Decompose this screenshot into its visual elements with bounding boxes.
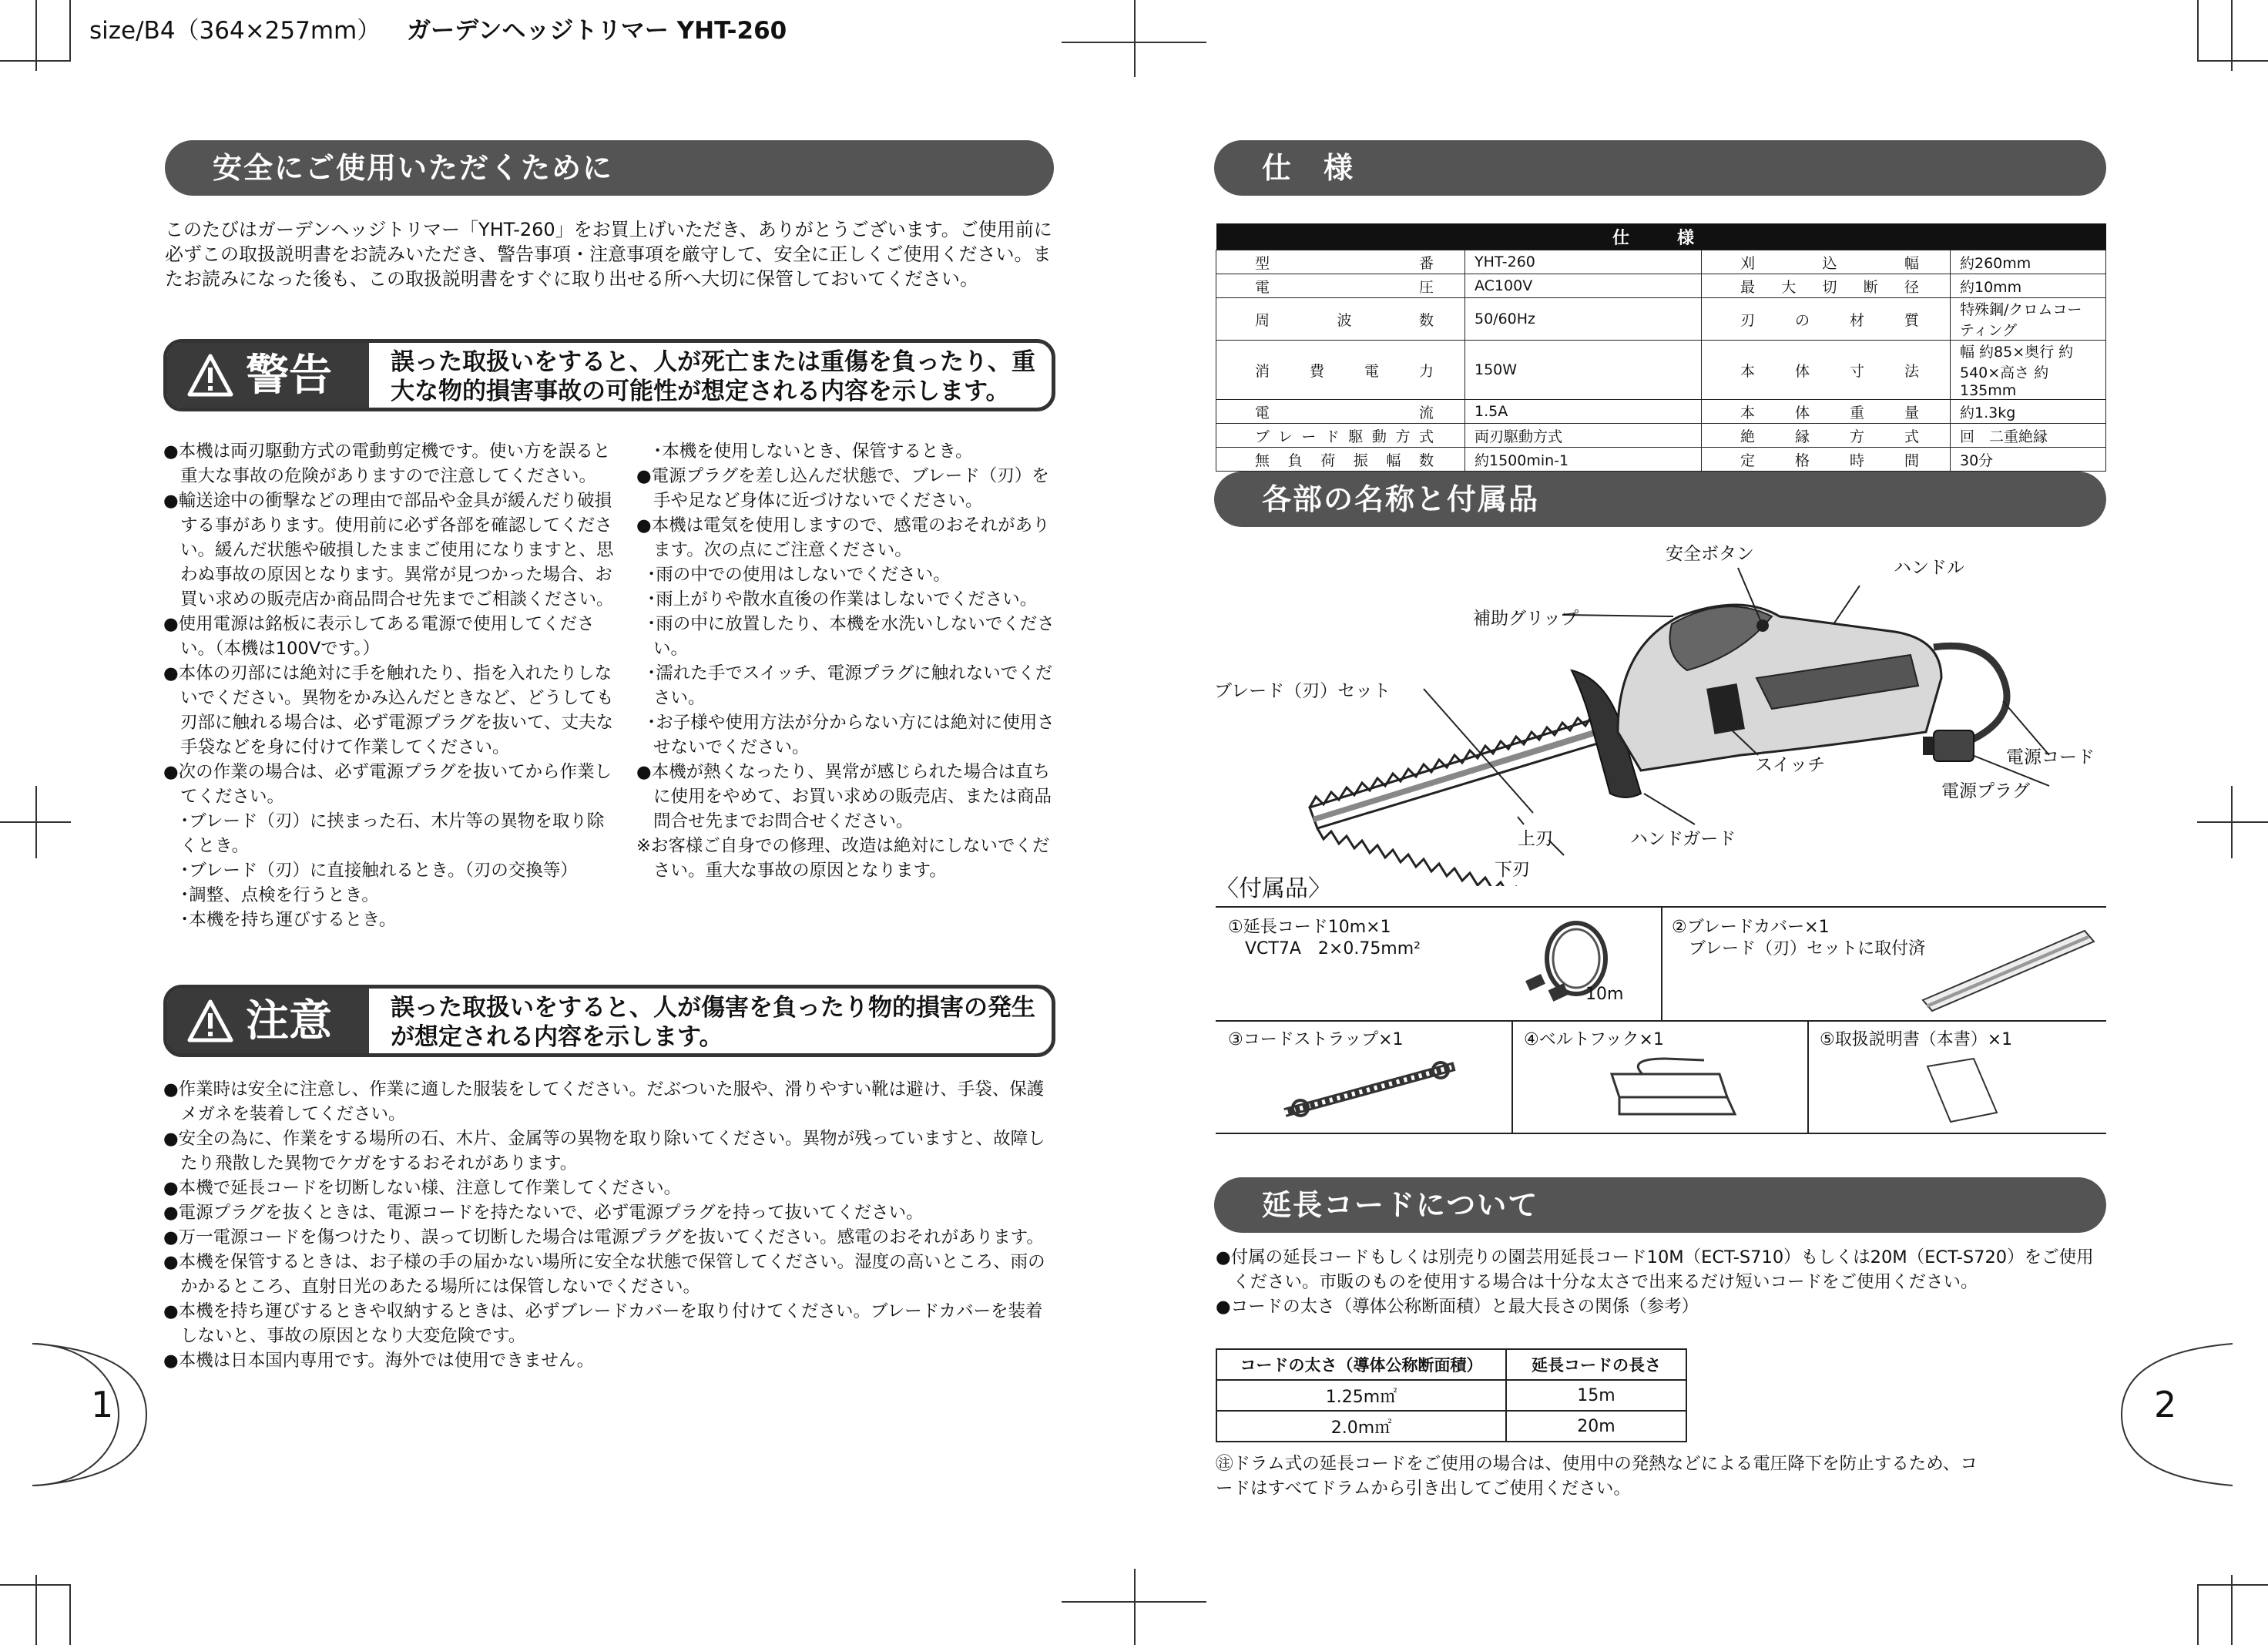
crop-mark: [1134, 1569, 1136, 1645]
list-item: ●本機は電気を使用しますので、感電のおそれがあります。次の点にご注意ください。: [636, 515, 1050, 560]
label-blade-set: ブレード（刃）セット: [1214, 681, 1391, 701]
print-header: [89, 11, 787, 45]
accessory-2-label: ②ブレードカバー×1: [1672, 918, 1830, 937]
table-row: [1216, 448, 2106, 472]
table-row: [1216, 341, 2106, 400]
label-handle: ハンドル: [1894, 558, 1964, 578]
list-item: ●本機は両刃駆動方式の電動剪定機です。使い方を誤ると重大な事故の危険がありますので注意してください。: [163, 441, 611, 486]
warning-label-block: [167, 343, 369, 408]
list-item: ●本機で延長コードを切断しない様、注意して作業してください。: [163, 1178, 682, 1198]
label-switch: スイッチ: [1755, 755, 1826, 775]
blade-set-icon: [1310, 713, 1610, 886]
label-lower-blade: 下刃: [1495, 860, 1530, 880]
caution-list: [163, 1077, 1057, 1373]
list-item: ●輸送途中の衝撃などの理由で部品や金具が緩んだり破損する事があります。使用前に必ず各部を確認してください。緩んだ状態や破損したままご使用になりますと、思わぬ事故の原因となります。異常が見つかった場合、お買い求めの販売店か商品問合せ先までご相談ください。: [163, 491, 614, 609]
table-row: [1216, 298, 2106, 341]
accessory-5-label: ⑤取扱説明書（本書）×1: [1820, 1030, 2013, 1049]
spec-label: 刃の材質: [1702, 298, 1951, 341]
spec-value: 約1.3kg: [1951, 400, 2106, 424]
spec-value: 約1500min-1: [1465, 448, 1702, 472]
spec-label: 絶縁方式: [1702, 424, 1951, 448]
cord-table: [1216, 1348, 1687, 1442]
accessory-4-label: ④ベルトフック×1: [1524, 1030, 1664, 1049]
spec-value: 特殊鋼/クロムコーティング: [1951, 298, 2106, 341]
crop-mark: [35, 0, 37, 71]
cord-table-header-thickness: コードの太さ（導体公称断面積）: [1216, 1349, 1506, 1380]
list-item: ●安全の為に、作業をする場所の石、木片、金属等の異物を取り除いてください。異物が残っていますと、故障したり飛散した異物でケガをするおそれがあります。: [163, 1129, 1045, 1173]
label-power-plug: 電源プラグ: [1941, 781, 2030, 801]
warning-list-col1: [163, 439, 615, 932]
list-item: ･本機を使用しないとき、保管するとき。: [653, 441, 973, 462]
list-item: ･雨の中に放置したり、本機を水洗いしないでください。: [647, 614, 1055, 659]
crop-mark: [69, 1584, 71, 1645]
label-upper-blade: 上刃: [1518, 829, 1553, 849]
spec-table-header: 仕 様: [1216, 223, 2106, 250]
warning-label: 警告: [246, 351, 332, 401]
spec-value: YHT-260: [1465, 250, 1702, 274]
spec-value: 1.5A: [1465, 400, 1702, 424]
warning-triangle-icon: [187, 354, 233, 397]
spec-label: 消費電力: [1216, 341, 1465, 400]
accessory-1-length: 10m: [1585, 985, 1624, 1004]
table-cell: 2.0m㎡: [1216, 1411, 1506, 1442]
crop-mark: [2197, 0, 2199, 62]
list-item: ●コードの太さ（導体公称断面積）と最大長さの関係（参考）: [1216, 1297, 1699, 1317]
list-item: ●使用電源は銘板に表示してある電源で使用してください。（本機は100Vです。）: [163, 614, 595, 659]
caution-box: [163, 985, 1055, 1057]
warning-description: 誤った取扱いをすると、人が死亡または重傷を負ったり、重大な物的損害事故の可能性が想定される内容を示します。: [391, 348, 1035, 405]
list-item: ･雨の中での使用はしないでください。: [647, 565, 951, 585]
label-power-cord: 電源コード: [2006, 747, 2095, 767]
drum-cord-note: ㊟ドラム式の延長コードをご使用の場合は、使用中の発熱などによる電圧降下を防止するため、コードはすべてドラムから引き出してご使用ください。: [1216, 1454, 1978, 1499]
accessory-1-spec: VCT7A 2×0.75mm²: [1245, 939, 1421, 958]
spec-value: 約260mm: [1951, 250, 2106, 274]
power-cord-icon: [1934, 646, 2007, 740]
accessories-heading: 〈付属品〉: [1216, 875, 1331, 902]
cord-section-title: 延長コードについて: [1214, 1177, 2106, 1233]
list-item: ●本機が熱くなったり、異常が感じられた場合は直ちに使用をやめて、お買い求めの販売店、または商品問合せ先までお問合せください。: [636, 762, 1052, 831]
crop-mark: [1134, 0, 1136, 77]
list-item: ●付属の延長コードもしくは別売りの園芸用延長コード10M（ECT-S710）もしくは20M（ECT-S720）をご使用ください。市販のものを使用する場合は十分な太さで出来るだけ短いコードをご使用ください。: [1216, 1247, 2094, 1292]
accessory-1-label: ①延長コード10m×1: [1228, 918, 1391, 937]
label-hand-guard: ハンドガード: [1630, 829, 1736, 849]
spec-label: 電流: [1216, 400, 1465, 424]
spec-value: AC100V: [1465, 274, 1702, 298]
caution-description: 誤った取扱いをすると、人が傷害を負ったり物的損害の発生が想定される内容を示します。: [391, 994, 1035, 1051]
spec-label: 周波数: [1216, 298, 1465, 341]
spec-value: 150W: [1465, 341, 1702, 400]
crop-mark: [2197, 1584, 2268, 1586]
spec-label: 電圧: [1216, 274, 1465, 298]
spec-label: 型番: [1216, 250, 1465, 274]
list-item: ●次の作業の場合は、必ず電源プラグを抜いてから作業してください。: [163, 762, 612, 807]
list-item: ･ブレード（刃）に挟まった石、木片等の異物を取り除くとき。: [180, 811, 605, 856]
cord-strap-icon: [1277, 1051, 1478, 1128]
list-item: ･調整、点検を行うとき。: [180, 885, 379, 905]
list-item: ●本機を保管するときは、お子様の手の届かない場所に安全な状態で保管してください。湿度の高いところ、雨のかかるところ、直射日光のあたる場所には保管しないでください。: [163, 1252, 1045, 1297]
accessory-2-note: ブレード（刃）セットに取付済: [1689, 939, 1926, 958]
list-item: ●本体の刃部には絶対に手を触れたり、指を入れたりしないでください。異物をかみ込んだときなど、どうしても刃部に触れる場合は、必ず電源プラグを抜いて、丈夫な手袋などを身に付けて作業してください。: [163, 663, 614, 757]
list-item: ●本機を持ち運びするときや収納するときは、必ずブレードカバーを取り付けてください。ブレードカバーを装着しないと、事故の原因となり大変危険です。: [163, 1301, 1043, 1346]
table-row: [1216, 274, 2106, 298]
spec-label: 最大切断径: [1702, 274, 1951, 298]
accessories-table: [1216, 906, 2106, 1134]
crop-mark: [2231, 786, 2233, 858]
list-item: ･雨上がりや散水直後の作業はしないでください。: [647, 589, 1038, 609]
list-item: ●電源プラグを抜くときは、電源コードを持たないで、必ず電源プラグを持って抜いてください。: [163, 1203, 924, 1223]
table-row: [1216, 1380, 1686, 1411]
spec-value: 約10mm: [1951, 274, 2106, 298]
warning-list-col2: [636, 439, 1057, 883]
list-item: ※お客様ご自身での修理、改造は絶対にしないでください。重大な事故の原因となります。: [636, 836, 1050, 881]
blade-cover-icon: [1915, 915, 2100, 1016]
table-cell: 1.25m㎡: [1216, 1380, 1506, 1411]
list-item: ･濡れた手でスイッチ、電源プラグに触れないでください。: [647, 663, 1053, 708]
spec-label: 無負荷振幅数: [1216, 448, 1465, 472]
safety-section-title: 安全にご使用いただくために: [165, 140, 1054, 196]
product-name: ガーデンヘッジトリマー YHT-260: [407, 17, 787, 45]
list-item: ●電源プラグを差し込んだ状態で、ブレード（刃）を手や足など身体に近づけないでください。: [636, 466, 1049, 511]
manual-icon: [1920, 1051, 2012, 1128]
spec-value: 30分: [1951, 448, 2106, 472]
cord-table-header-length: 延長コードの長さ: [1506, 1349, 1686, 1380]
list-item: ･ブレード（刃）に直接触れるとき。（刃の交換等）: [180, 861, 578, 881]
spec-value: 幅 約85×奥行 約540×高さ 約135mm: [1951, 341, 2106, 400]
table-row: [1216, 424, 2106, 448]
belt-hook-icon: [1596, 1051, 1750, 1128]
cord-notes-list: [1216, 1245, 2109, 1319]
crop-mark: [2231, 0, 2233, 71]
print-size: size/B4（364×257mm）: [89, 17, 381, 45]
spec-label: 刈込幅: [1702, 250, 1951, 274]
caution-triangle-icon: [187, 999, 233, 1042]
crop-mark: [2197, 821, 2268, 823]
crop-mark: [69, 0, 71, 62]
list-item: ●作業時は安全に注意し、作業に適した服装をしてください。だぶついた服や、滑りやすい靴は避け、手袋、保護メガネを装着してください。: [163, 1079, 1045, 1124]
caution-label: 注意: [246, 996, 332, 1046]
page-number: 1: [91, 1384, 114, 1425]
list-item: ●万一電源コードを傷つけたり、誤って切断した場合は電源プラグを抜いてください。感電のおそれがあります。: [163, 1227, 1044, 1247]
list-item: ･お子様や使用方法が分からない方には絶対に使用させないでください。: [647, 713, 1055, 757]
table-row: [1216, 250, 2106, 274]
table-row: [1216, 400, 2106, 424]
page-number: 2: [2154, 1384, 2177, 1425]
spec-label: 本体寸法: [1702, 341, 1951, 400]
warning-box: [163, 339, 1055, 411]
crop-mark: [2197, 60, 2268, 62]
table-row: [1216, 1411, 1686, 1442]
spec-value: 50/60Hz: [1465, 298, 1702, 341]
spec-value: 両刃駆動方式: [1465, 424, 1702, 448]
spec-label: 本体重量: [1702, 400, 1951, 424]
caution-label-block: [167, 989, 369, 1053]
crop-mark: [2197, 1584, 2199, 1645]
crop-mark: [35, 1575, 37, 1645]
parts-section-title: 各部の名称と付属品: [1214, 472, 2106, 527]
label-aux-grip: 補助グリップ: [1473, 609, 1579, 629]
spec-value: 回 二重絶縁: [1951, 424, 2106, 448]
accessory-3-label: ③コードストラップ×1: [1228, 1030, 1404, 1049]
spec-label: 定格時間: [1702, 448, 1951, 472]
spec-section-title: 仕 様: [1214, 140, 2106, 196]
crop-mark: [35, 786, 37, 858]
list-item: ●本機は日本国内専用です。海外では使用できません。: [163, 1351, 595, 1371]
spec-label: ブレード駆動方式: [1216, 424, 1465, 448]
table-cell: 20m: [1506, 1411, 1686, 1442]
list-item: ･本機を持ち運びするとき。: [180, 910, 397, 930]
label-safety-button: 安全ボタン: [1666, 544, 1754, 564]
intro-paragraph: このたびはガーデンヘッジトリマー「YHT-260」をお買上げいただき、ありがとうございます。ご使用前に必ずこの取扱説明書をお読みいただき、警告事項・注意事項を厳守して、安全に正しくご使用ください。またお読みになった後も、この取扱説明書をすぐに取り出せる所へ大切に保管しておいてください。: [165, 219, 1052, 290]
spec-table: [1216, 223, 2106, 472]
crop-mark: [2231, 1575, 2233, 1645]
power-plug-icon: [1934, 730, 1974, 761]
table-cell: 15m: [1506, 1380, 1686, 1411]
